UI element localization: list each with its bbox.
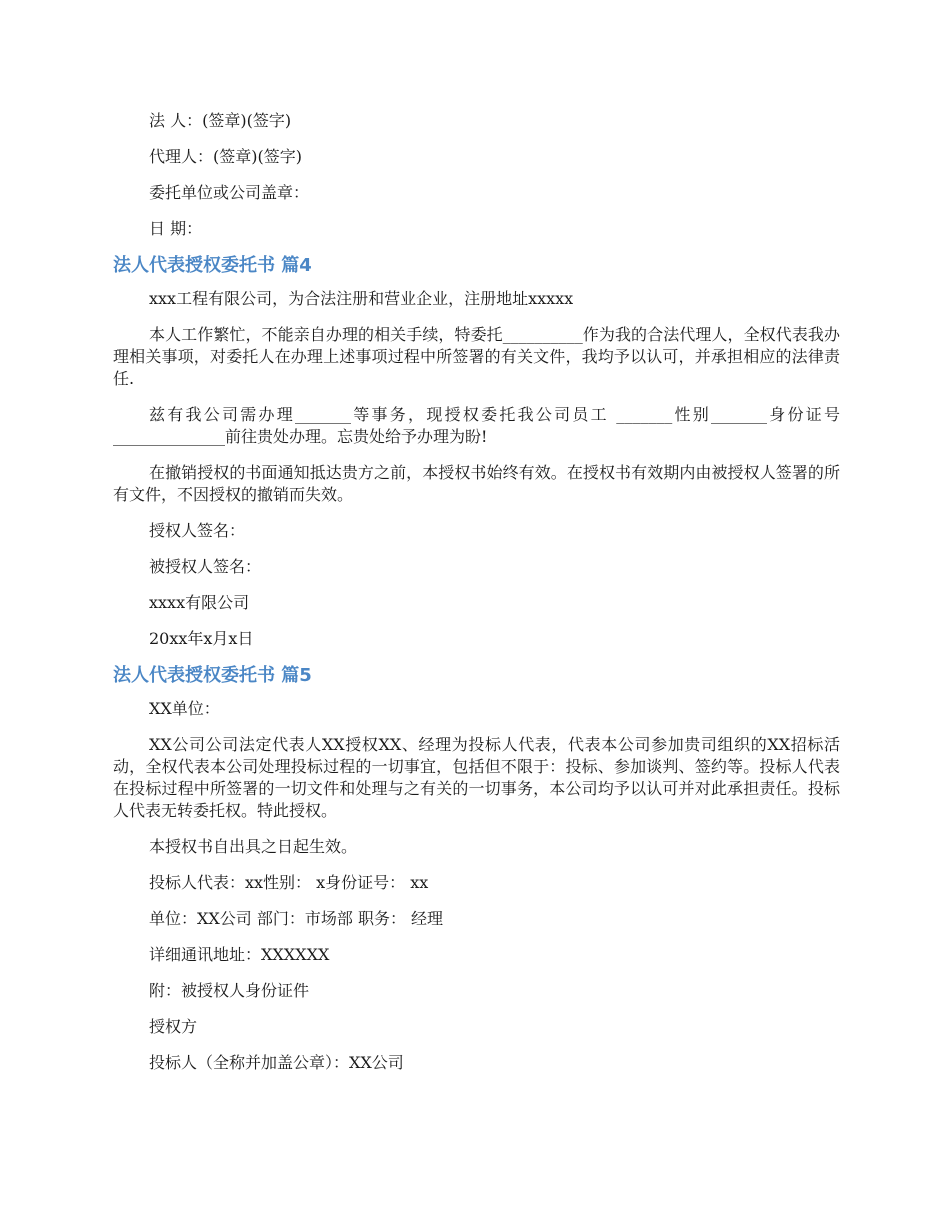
section-4-paragraph: 在撤销授权的书面通知抵达贵方之前，本授权书始终有效。在授权书有效期内由被授权人签署的所有文件，不因授权的撤销而失效。 bbox=[113, 463, 840, 504]
representative-info-line: 投标人代表：xx性别： x身份证号： xx bbox=[149, 873, 429, 892]
section-4-paragraph: xxx工程有限公司，为合法注册和营业企业，注册地址xxxxx bbox=[149, 289, 574, 308]
bidder-line: 投标人（全称并加盖公章）：XX公司 bbox=[149, 1053, 404, 1072]
agent-signature-line: 代理人：(签章)(签字) bbox=[149, 147, 302, 166]
date-line: 日 期： bbox=[149, 219, 203, 238]
document-body bbox=[113, 110, 840, 1088]
department-info-line: 单位：XX公司 部门：市场部 职务： 经理 bbox=[149, 909, 444, 928]
company-seal-line: 委托单位或公司盖章： bbox=[149, 183, 310, 202]
date-line: 20xx年x月x日 bbox=[149, 629, 254, 648]
authorized-signature-line: 被授权人签名： bbox=[149, 557, 262, 576]
address-line: 详细通讯地址：XXXXXX bbox=[149, 945, 330, 964]
section-4-heading: 法人代表授权委托书 篇4 bbox=[113, 255, 312, 276]
section-5-paragraph: XX公司公司法定代表人XX授权XX、经理为投标人代表，代表本公司参加贵司组织的XX招标活动，全权代表本公司处理投标过程的一切事宜，包括但不限于：投标、参加谈判、签约等。投标人代表在投标过程中所签署的一切文件和处理与之有关的一切事务，本公司均予以认可并对此承担责任。投标人代表无转委托权。特此授权。 bbox=[113, 735, 840, 820]
section-4-paragraph: 兹有我公司需办理_______等事务，现授权委托我公司员工 _______性别_______身份证号______________前往贵处办理。忘贵处给予办理为盼! bbox=[113, 405, 840, 446]
authorizing-party-line: 授权方 bbox=[149, 1017, 198, 1036]
section-5-heading: 法人代表授权委托书 篇5 bbox=[113, 665, 312, 686]
recipient-line: XX单位： bbox=[149, 699, 220, 718]
legal-person-signature-line: 法 人：(签章)(签字) bbox=[149, 111, 292, 130]
section-4-paragraph: 本人工作繁忙，不能亲自办理的相关手续，特委托__________作为我的合法代理人，全权代表我办理相关事项，对委托人在办理上述事项过程中所签署的有关文件，我均予以认可，并承担相应的法律责任. bbox=[113, 325, 840, 388]
section-5-paragraph: 本授权书自出具之日起生效。 bbox=[149, 837, 358, 856]
authorizer-signature-line: 授权人签名： bbox=[149, 521, 246, 540]
company-name-line: xxxx有限公司 bbox=[149, 593, 250, 612]
attachment-line: 附：被授权人身份证件 bbox=[149, 981, 310, 1000]
